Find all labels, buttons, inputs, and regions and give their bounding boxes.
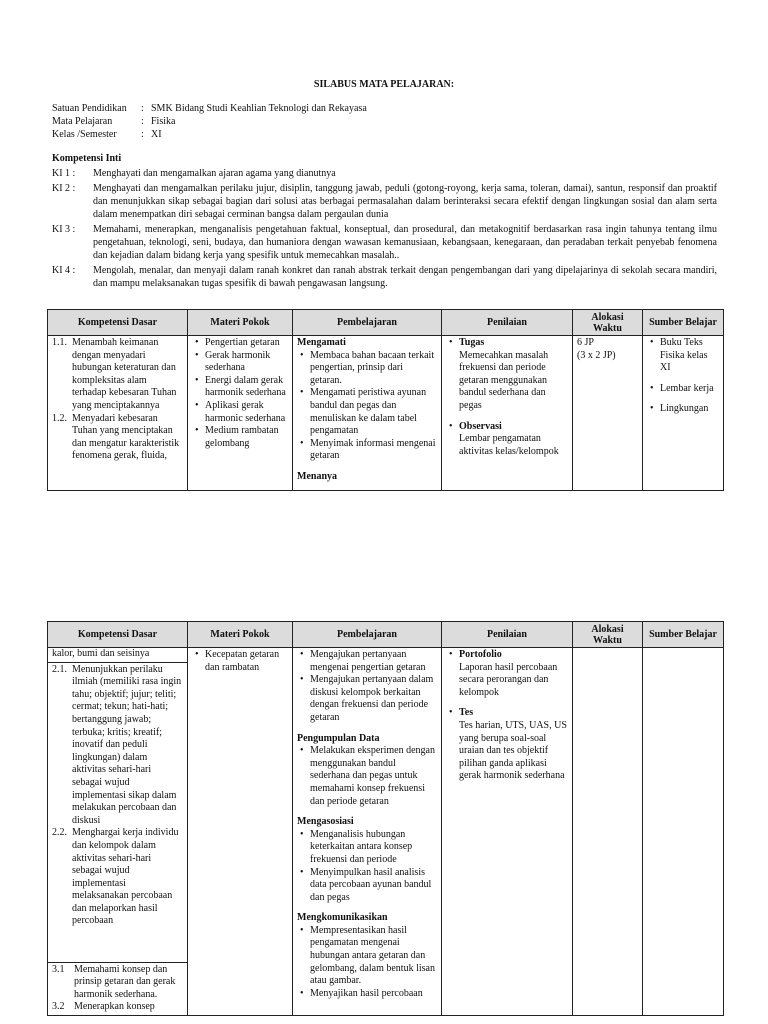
list-item: • Mengajukan pertanyaan dalam diskusi kelompok berkaitan dengan frekuensi dan periode getaran <box>310 674 437 724</box>
ki-heading: Kompetensi Inti <box>52 153 122 164</box>
header-kompetensi-dasar: Kompetensi Dasar <box>48 622 188 648</box>
list-item: • Mengamati peristiwa ayunan bandul dan pegas dan menuliskan ke dalam tabel pengamatan <box>310 387 437 437</box>
section-heading: Mengasosiasi <box>297 816 354 828</box>
list-item: • Kecepatan getaran dan rambatan <box>205 649 288 674</box>
list-item: • Gerak harmonik sederhana <box>205 350 288 375</box>
list-item: • Menyimak informasi mengenai getaran <box>310 438 437 463</box>
header-alokasi-waktu: Alokasi Waktu <box>573 310 643 336</box>
list-item: • Lingkungan <box>660 403 719 416</box>
sumber-cell <box>643 648 724 1016</box>
list-item: • Aplikasi gerak harmonic sederhana <box>205 400 288 425</box>
section-heading: Mengkomunikasikan <box>297 912 388 924</box>
header-penilaian: Penilaian <box>442 310 573 336</box>
meta-row: Mata Pelajaran : Fisika <box>52 116 176 127</box>
pembelajaran-cell <box>293 648 442 1016</box>
header-sumber-belajar: Sumber Belajar <box>643 622 724 648</box>
list-item: • Mengajukan pertanyaan mengenai pengertian getaran <box>310 649 437 674</box>
kd-item: 2.2. Menghargai kerja individu dan kelompok dalam aktivitas sehari-hari sebagai wujud implementasi melaksanakan percobaan dan melaporkan hasil percobaan <box>52 827 179 927</box>
header-pembelajaran: Pembelajaran <box>293 622 442 648</box>
ki-item: KI 1 : Menghayati dan mengamalkan ajaran agama yang dianutnya <box>52 168 336 179</box>
kd-item: 3.2 Menerapkan konsep <box>52 1001 155 1013</box>
list-item: • Melakukan eksperimen dengan menggunakan bandul sederhana dan pegas untuk memahami konsep frekuensi dan periode getaran <box>310 745 437 808</box>
header-pembelajaran: Pembelajaran <box>293 310 442 336</box>
syllabus-table-1 <box>47 309 724 491</box>
meta-row: Satuan Pendidikan : SMK Bidang Studi Keahlian Teknologi dan Rekayasa <box>52 103 367 114</box>
list-item: • Pengertian getaran <box>205 337 288 350</box>
identity-block <box>52 102 367 141</box>
list-item: • Buku Teks Fisika kelas XI <box>660 337 719 375</box>
kd-cell: kalor, bumi dan seisinya <box>48 648 188 663</box>
header-sumber-belajar: Sumber Belajar <box>643 310 724 336</box>
list-item: • Tes Tes harian, UTS, UAS, US yang berupa soal-soal uraian dan tes objektif pilihan ganda aplikasi gerak harmonik sederhana <box>459 707 568 783</box>
list-item: • Tugas Memecahkan masalah frekuensi dan periode getaran menggunakan bandul sederhana dan pegas <box>459 337 568 413</box>
kd-item: 2.1. Menunjukkan perilaku ilmiah (memiliki rasa ingin tahu; objektif; jujur; teliti; cermat; tekun; hati-hati; bertanggung jawab; terbuka; kritis; kreatif; inovatif dan peduli lingkungan) dalam aktivitas sehari-hari sebagai wujud implementasi sikap dalam melakukan percobaan dan diskusi <box>52 663 182 826</box>
list-item: • Mempresentasikan hasil pengamatan mengenai hubungan antara getaran dan gelombang, dalam bentuk lisan atau gambar. <box>310 925 437 988</box>
kd-item: 1.1. Menambah keimanan dengan menyadari hubungan keteraturan dan kompleksitas alam terhadap kebesaran Tuhan yang menciptakannya <box>52 337 177 411</box>
kd-item: 1.2. Menyadari kebesaran Tuhan yang menciptakan dan mengatur karakteristik fenomena gerak, fluida, <box>52 412 180 462</box>
penilaian-cell <box>442 336 573 491</box>
ki-item: KI 3 : Memahami, menerapkan, menganalisis pengetahuan faktual, konseptual, dan prosedural, dan metakognitif berdasarkan rasa ingin tahunya tentang ilmu pengetahuan, teknologi, seni, budaya, dan humaniora dengan wawasan kemanusiaan, kebangsaan, kenegaraan, dan peradaban terkait penyebab fenomena dan kejadian dalam bidang kerja yang spesifik untuk memecahkan masalah.. <box>52 224 717 261</box>
materi-cell <box>188 336 293 491</box>
kd-cell <box>48 662 188 962</box>
alokasi-cell: 6 JP (3 x 2 JP) <box>573 336 643 491</box>
meta-row: Kelas /Semester : XI <box>52 129 162 140</box>
section-heading: Mengamati <box>297 337 346 348</box>
sumber-cell <box>643 336 724 491</box>
kd-cell <box>48 962 188 1015</box>
header-materi-pokok: Materi Pokok <box>188 310 293 336</box>
alokasi-cell <box>573 648 643 1016</box>
document-title: SILABUS MATA PELAJARAN: <box>313 79 455 90</box>
header-materi-pokok: Materi Pokok <box>188 622 293 648</box>
kd-cell <box>48 336 188 491</box>
list-item: • Portofolio Laporan hasil percobaan secara perorangan dan kelompok <box>459 649 568 699</box>
header-alokasi-waktu: Alokasi Waktu <box>573 622 643 648</box>
list-item: • Membaca bahan bacaan terkait pengertian, prinsip dari getaran. <box>310 350 437 388</box>
list-item: • Menyimpulkan hasil analisis data percobaan ayunan bandul dan pegas <box>310 867 437 905</box>
section-heading: Pengumpulan Data <box>297 732 380 744</box>
ki-item: KI 4 : Mengolah, menalar, dan menyaji dalam ranah konkret dan ranah abstrak terkait dengan pengembangan dari yang dipelajarinya di sekolah secara mandiri, dan mampu melaksanakan tugas spesifik di bawah pengawasan langsung. <box>52 265 717 289</box>
list-item: • Menyajikan hasil percobaan <box>310 988 437 1001</box>
list-item: • Energi dalam gerak harmonik sederhana <box>205 375 288 400</box>
kd-item: 3.1 Memahami konsep dan prinsip getaran dan gerak harmonik sederhana. <box>52 963 176 1000</box>
materi-cell <box>188 648 293 1016</box>
header-penilaian: Penilaian <box>442 622 573 648</box>
list-item: • Lembar kerja <box>660 383 719 396</box>
header-kompetensi-dasar: Kompetensi Dasar <box>48 310 188 336</box>
list-item: • Observasi Lembar pengamatan aktivitas kelas/kelompok <box>459 421 568 459</box>
syllabus-table-2 <box>47 621 724 1016</box>
list-item: • Medium rambatan gelombang <box>205 425 288 450</box>
penilaian-cell <box>442 648 573 1016</box>
section-heading: Menanya <box>297 470 337 482</box>
ki-item: KI 2 : Menghayati dan mengamalkan perilaku jujur, disiplin, tanggung jawab, peduli (gotong-royong, kerja sama, toleran, damai), santun, responsif dan proaktif dan menunjukkan sikap sebagai bagian dari solusi atas berbagai permasalahan dalam berinteraksi secara efektif dengan lingkungan sosial dan alam serta dalam menempatkan diri sebagai cerminan bangsa dalam pergaulan dunia <box>52 183 717 220</box>
list-item: • Menganalisis hubungan keterkaitan antara konsep frekuensi dan periode <box>310 829 437 867</box>
pembelajaran-cell <box>293 336 442 491</box>
